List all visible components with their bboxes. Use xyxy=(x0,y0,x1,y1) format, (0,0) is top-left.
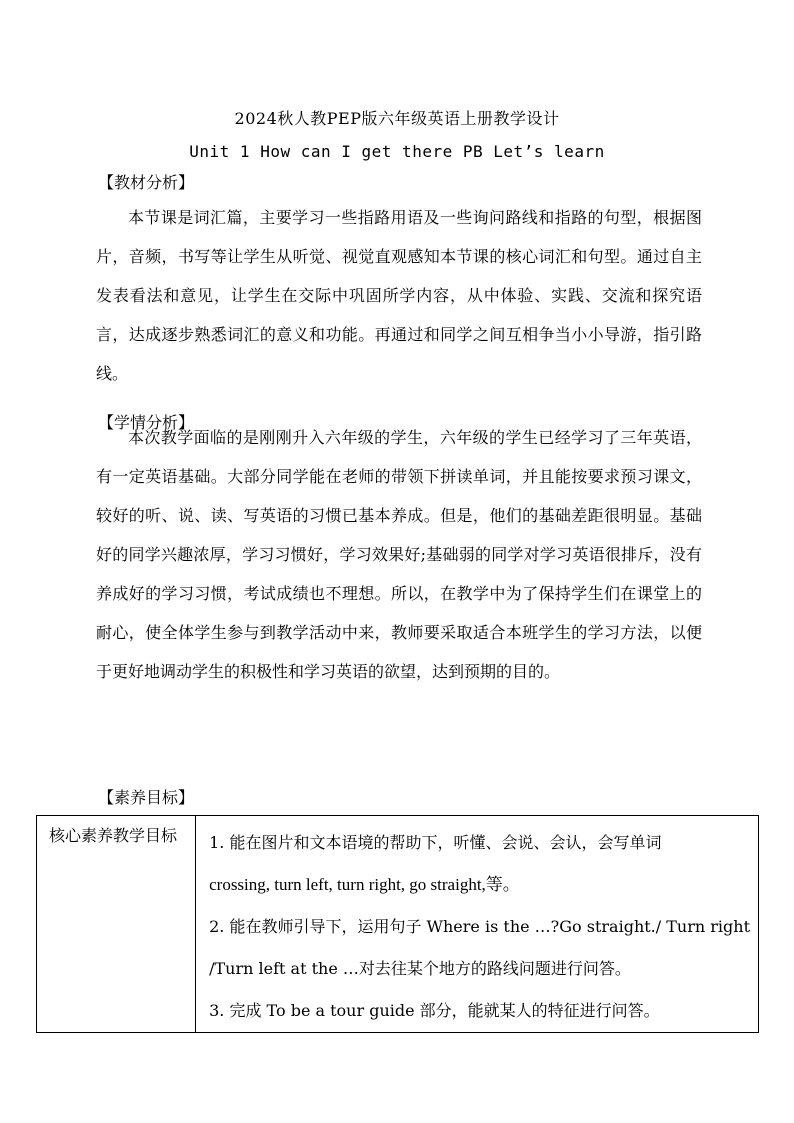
goals-table-label: 核心素养教学目标 xyxy=(37,816,196,1033)
section-body-student-analysis: 本次教学面临的是刚刚升入六年级的学生，六年级的学生已经学习了三年英语，有一定英语基础。大部分同学能在老师的带领下拼读单词，并且能按要求预习课文，较好的听、说、读、写英语的习惯已基本养成。但是，他们的基础差距很明显。基础好的同学兴趣浓厚，学习习惯好，学习效果好;基础弱的同学对学习英语很排斥，没有养成好的学习习惯，考试成绩也不理想。所以，在教学中为了保持学生们在课堂上的耐心，使全体学生参与到教学活动中来，教师要采取适合本班学生的学习方法，以便于更好地调动学生的积极性和学习英语的欲望，达到预期的目的。 xyxy=(96,428,702,681)
goals-table-items xyxy=(196,816,759,1033)
goal-item: crossing, turn left, turn right, go straight,等。 xyxy=(209,875,520,894)
section-heading-student-analysis: 【学情分析】 xyxy=(98,413,195,432)
goal-item: /Turn left at the …对去往某个地方的路线问题进行问答。 xyxy=(209,959,631,978)
goal-item: 2. 能在教师引导下，运用句子 Where is the …?Go straight./ Turn right xyxy=(209,917,750,936)
goals-table-row xyxy=(37,816,759,1033)
goal-item: 1. 能在图片和文本语境的帮助下，听懂、会说、会认，会写单词 xyxy=(209,833,662,852)
goals-table xyxy=(36,815,759,1033)
section-body-textbook-analysis: 本节课是词汇篇，主要学习一些指路用语及一些询问路线和指路的句型，根据图片，音频，书写等让学生从听觉、视觉直观感知本节课的核心词汇和句型。通过自主发表看法和意见，让学生在交际中巩固所学内容，从中体验、实践、交流和探究语言，达成逐步熟悉词汇的意义和功能。再通过和同学之间互相争当小小导游，指引路线。 xyxy=(96,208,702,383)
document-subtitle: Unit 1 How can I get there PB Let’s learn xyxy=(189,142,605,161)
section-heading-textbook-analysis: 【教材分析】 xyxy=(98,173,195,192)
section-heading-literacy-goals: 【素养目标】 xyxy=(98,788,195,807)
goal-item: 3. 完成 To be a tour guide 部分，能就某人的特征进行问答。 xyxy=(209,1001,660,1020)
document-title: 2024秋人教PEP版六年级英语上册教学设计 xyxy=(234,109,560,128)
